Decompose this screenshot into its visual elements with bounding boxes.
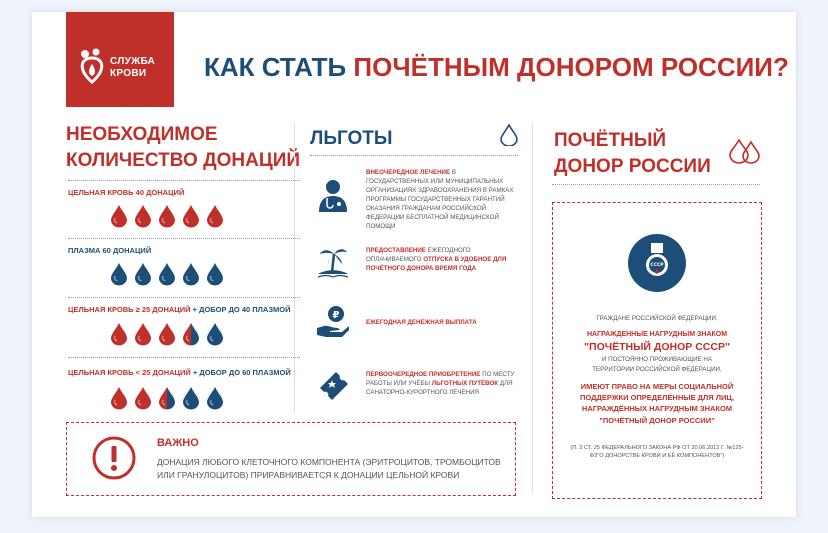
important-heading: ВАЖНО	[157, 437, 199, 449]
svg-text:₽: ₽	[332, 310, 340, 321]
blood-drop-icon	[110, 262, 128, 286]
blood-drop-icon	[182, 322, 200, 346]
drops-row-3	[110, 322, 224, 346]
blood-drop-icon	[182, 262, 200, 286]
divider	[552, 184, 760, 185]
donations-heading	[66, 122, 300, 174]
divider	[68, 238, 300, 239]
blood-drop-icon	[182, 386, 200, 410]
donation-row-label-3: ЦЕЛЬНАЯ КРОВЬ ≥ 25 ДОНАЦИЙ + ДОБОР ДО 40 ПЛАЗМОЙ	[68, 305, 291, 314]
doctor-icon	[316, 178, 350, 212]
important-box	[66, 422, 516, 496]
blood-drop-icon	[206, 262, 224, 286]
blood-drop-icon	[110, 204, 128, 228]
honorary-heading-line1: ПОЧЁТНЫЙ	[554, 130, 667, 151]
exclamation-icon	[91, 435, 137, 481]
blood-drop-icon	[134, 322, 152, 346]
column-separator	[532, 122, 533, 494]
donation-row-label-2: ПЛАЗМА 60 ДОНАЦИЙ	[68, 246, 152, 255]
divider	[68, 357, 300, 358]
blood-drop-icon	[158, 322, 176, 346]
blood-drop-icon	[158, 386, 176, 410]
drop-outline-icon	[500, 124, 518, 146]
blood-drop-icon	[206, 322, 224, 346]
benefit-1: ВНЕОЧЕРЕДНОЕ ЛЕЧЕНИЕ В ГОСУДАРСТВЕННЫХ ИЛИ МУНИЦИПАЛЬНЫХ ОРГАНИЗАЦИЯХ ЗДРАВООХРАНЕНИЯ В РАМКАХ ПРОГРАММЫ ГОСУДАРСТВЕННЫХ ГАРАНТИЙ ОКАЗАНИЯ ГРАЖДАНАМ РОССИЙСКОЙ ФЕДЕРАЦИИ БЕСПЛАТНОЙ МЕДИЦИНСКОЙ ПОМОЩИ	[366, 169, 514, 230]
infographic-card	[32, 12, 796, 517]
blood-drop-icon	[134, 204, 152, 228]
divider	[68, 297, 300, 298]
logo	[66, 12, 174, 107]
blood-drop-icon	[134, 386, 152, 410]
benefit-2: ПРЕДОСТАВЛЕНИЕ ЕЖЕГОДНОГО ОПЛАЧИВАЕМОГО ОТПУСКА В УДОБНОЕ ДЛЯ ПОЧЁТНОГО ДОНОРА ВРЕМЯ ГОДА	[366, 247, 507, 272]
medal-icon	[627, 233, 687, 293]
divider	[68, 180, 300, 181]
honorary-text: ГРАЖДАНЕ РОССИЙСКОЙ ФЕДЕРАЦИИ, НАГРАЖДЕННЫЕ НАГРУДНЫМ ЗНАКОМ "ПОЧЁТНЫЙ ДОНОР СССР" И ПОСТОЯННО ПРОЖИВАЮЩИЕ НА ТЕРРИТОРИИ РОССИЙСКОЙ ФЕДЕРАЦИИ, ИМЕЮТ ПРАВО НА МЕРЫ СОЦИАЛЬНОЙ ПОДДЕРЖКИ ОПРЕДЕЛЁННЫЕ ДЛЯ ЛИЦ, НАГРАЖДЁННЫХ НАГРУДНЫМ ЗНАКОМ "ПОЧЁТНЫЙ ДОНОР РОССИИ" (П. 2 СТ. 25 ФЕДЕРАЛЬНОГО ЗАКОНА РФ ОТ 20.06.2012 Г. №125-ФЗ"О ДОНОРСТВЕ КРОВИ И ЕЁ КОМПОНЕНТОВ")	[570, 315, 744, 459]
logo-text-line2: КРОВИ	[110, 68, 147, 79]
donation-row-label-1: ЦЕЛЬНАЯ КРОВЬ 40 ДОНАЦИЙ	[68, 188, 185, 197]
ticket-icon	[316, 368, 350, 402]
donations-heading-line1: НЕОБХОДИМОЕ	[66, 124, 218, 145]
medal-text: СССР	[650, 263, 664, 268]
blood-drop-icon	[206, 204, 224, 228]
blood-drop-icon	[110, 322, 128, 346]
honorary-heading	[554, 128, 711, 180]
benefits-heading: ЛЬГОТЫ	[310, 128, 393, 149]
title-part2: ПОЧЁТНЫМ ДОНОРОМ РОССИИ?	[353, 52, 789, 82]
drops-row-4	[110, 386, 224, 410]
divider	[310, 155, 518, 156]
ruble-hand-icon	[316, 304, 350, 338]
two-drops-outline-icon	[728, 138, 762, 164]
donations-heading-line2: КОЛИЧЕСТВО ДОНАЦИЙ	[66, 150, 301, 171]
benefit-3: ЕЖЕГОДНАЯ ДЕНЕЖНАЯ ВЫПЛАТА	[366, 319, 477, 326]
blood-drop-icon	[206, 386, 224, 410]
blood-drop-icon	[158, 262, 176, 286]
column-separator	[294, 122, 295, 412]
blood-drop-icon	[158, 204, 176, 228]
drops-row-2	[110, 262, 224, 286]
logo-text-line1: СЛУЖБА	[110, 56, 156, 67]
blood-drop-icon	[182, 204, 200, 228]
benefit-4: ПЕРВООЧЕРЕДНОЕ ПРИОБРЕТЕНИЕ ПО МЕСТУ РАБОТЫ ИЛИ УЧЁБЫ ЛЬГОТНЫХ ПУТЁВОК ДЛЯ САНАТОРНО-КУРОРТНОГО ЛЕЧЕНИЯ	[366, 371, 515, 396]
donation-row-label-4: ЦЕЛЬНАЯ КРОВЬ < 25 ДОНАЦИЙ + ДОБОР ДО 60 ПЛАЗМОЙ	[68, 368, 291, 377]
important-text: ДОНАЦИЯ ЛЮБОГО КЛЕТОЧНОГО КОМПОНЕНТА (ЭРИТРОЦИТОВ, ТРОМБОЦИТОВ ИЛИ ГРАНУЛОЦИТОВ) ПРИРАВНИВАЕТСЯ К ДОНАЦИИ ЦЕЛЬНОЙ КРОВИ	[157, 457, 501, 480]
honorary-heading-line2: ДОНОР РОССИИ	[554, 156, 711, 177]
blood-service-logo-icon	[76, 48, 108, 84]
palm-island-icon	[316, 244, 350, 278]
page-title	[204, 52, 789, 83]
honorary-info-box	[552, 202, 762, 499]
title-part1: КАК СТАТЬ	[204, 52, 347, 82]
blood-drop-icon	[110, 386, 128, 410]
blood-drop-icon	[134, 262, 152, 286]
drops-row-1	[110, 204, 224, 228]
